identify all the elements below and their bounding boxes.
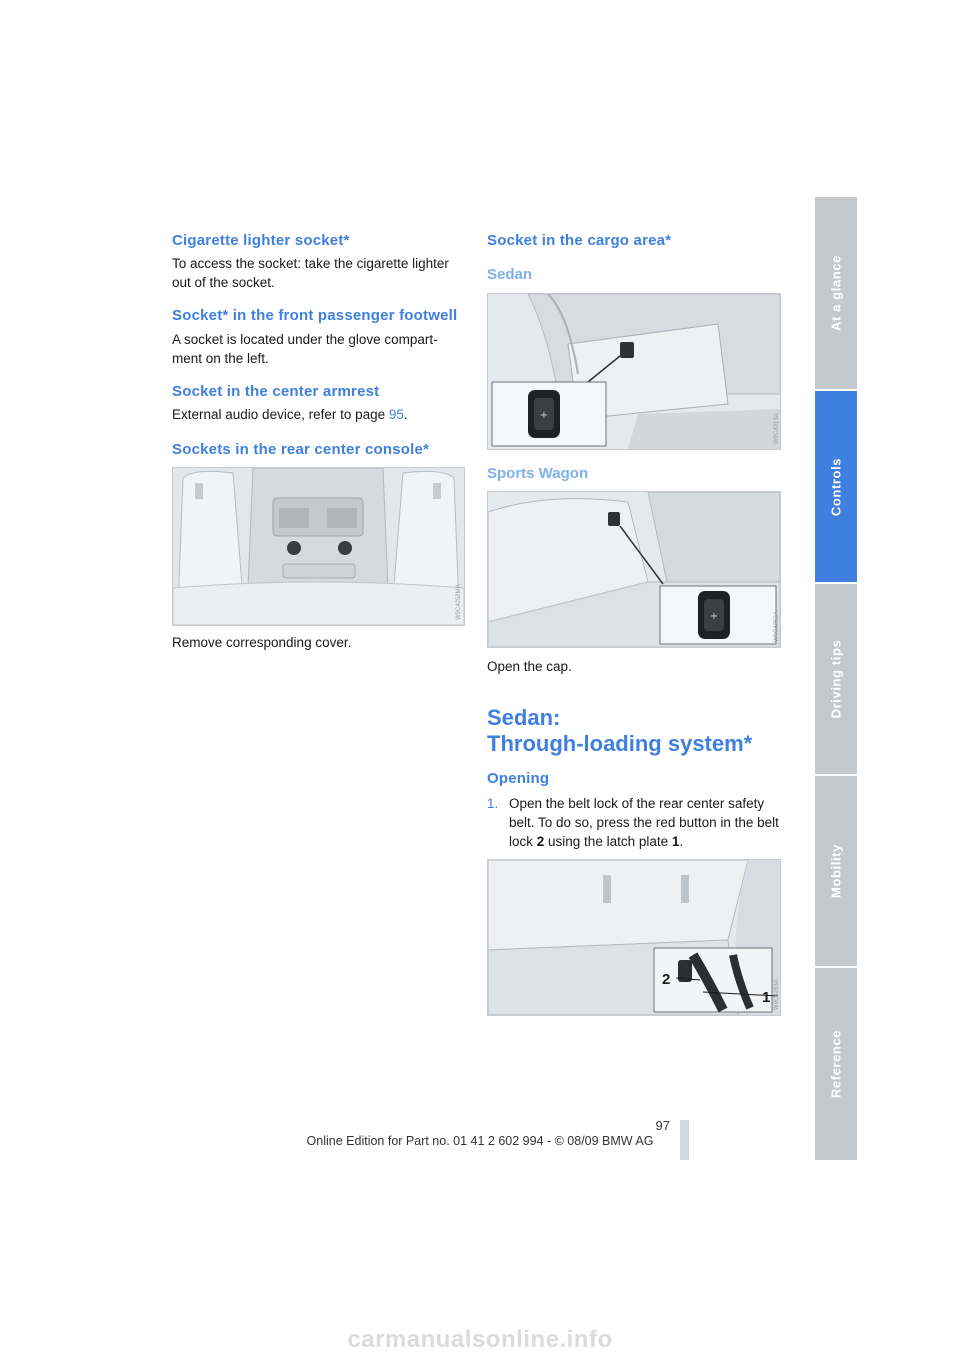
heading-sports-wagon: Sports Wagon [487,465,589,482]
tab-at-a-glance[interactable] [815,197,857,389]
rear-console-illustration [173,468,464,625]
heading-center-armrest: Socket in the center armrest [172,383,380,400]
step-text-part3: . [679,834,684,849]
step-1 [487,794,782,851]
wagon-socket-icon [608,512,620,526]
step-number: 1. [487,796,499,811]
step-text-part1: Open the belt lock of the rear center safety belt. To do so, press the red button in the belt lock [509,796,779,849]
watermark: carmanualsonline.info [347,1326,613,1353]
step-ref-2: 2 [536,834,545,849]
tab-label: Mobility [828,844,844,898]
text-remove-cover: Remove corresponding cover. [172,635,352,650]
page-link-95[interactable]: 95 [388,407,404,422]
svg-text:+: + [709,611,719,622]
heading-through-loading-line1: Sedan: [487,705,561,730]
callout-1: 1 [762,989,771,1006]
tab-label: Controls [828,457,844,516]
footer-edition: Online Edition for Part no. 01 41 2 602 994 - © 08/09 BMW AG [306,1134,654,1148]
text-center-armrest [172,405,467,424]
sedan-cargo-illustration [488,294,780,449]
figure-rear-console [172,467,465,626]
figure-code: W9C4283A [774,979,780,1010]
figure-sedan-cargo [487,293,781,450]
tab-driving-tips[interactable] [815,584,857,774]
figure-belt-lock [487,859,781,1016]
socket-left-icon [287,541,301,555]
tab-label: Reference [828,1029,844,1099]
heading-cigarette-lighter: Cigarette lighter socket* [172,232,350,249]
step-text [509,794,782,851]
figure-code: W9C4252A [774,611,780,642]
step-text-part2: using the latch plate [544,834,672,849]
sedan-socket-icon [620,342,634,358]
callout-2: 2 [662,971,671,988]
figure-code: W9C4013A [774,413,780,444]
step-ref-1: 1 [671,834,680,849]
tab-label: Driving tips [828,639,844,719]
heading-opening: Opening [487,770,550,787]
text-passenger-footwell: A socket is located under the glove compart-ment on the left. [172,332,438,366]
heading-through-loading-line2: Through-loading system* [487,731,753,756]
svg-text:+: + [539,410,549,421]
tab-controls[interactable] [815,391,857,582]
tab-mobility[interactable] [815,776,857,966]
tab-reference[interactable] [815,968,857,1160]
tab-label: At a glance [828,255,844,331]
socket-right-icon [338,541,352,555]
heading-sedan: Sedan [487,266,533,283]
text-cigarette-lighter: To access the socket: take the cigarette lighter out of the socket. [172,256,449,290]
belt-lock-illustration [488,860,780,1015]
page-number: 97 [655,1118,670,1133]
heading-rear-center-console: Sockets in the rear center console* [172,441,430,458]
figure-wagon-cargo [487,491,781,648]
heading-cargo-socket: Socket in the cargo area* [487,232,672,249]
text-armrest-suffix: . [403,407,408,422]
text-open-cap: Open the cap. [487,659,572,674]
text-armrest-prefix: External audio device, refer to page [172,407,389,422]
figure-code: W9C4252MA [456,584,462,620]
wagon-cargo-illustration [488,492,780,647]
heading-passenger-footwell: Socket* in the front passenger footwell [172,307,458,324]
